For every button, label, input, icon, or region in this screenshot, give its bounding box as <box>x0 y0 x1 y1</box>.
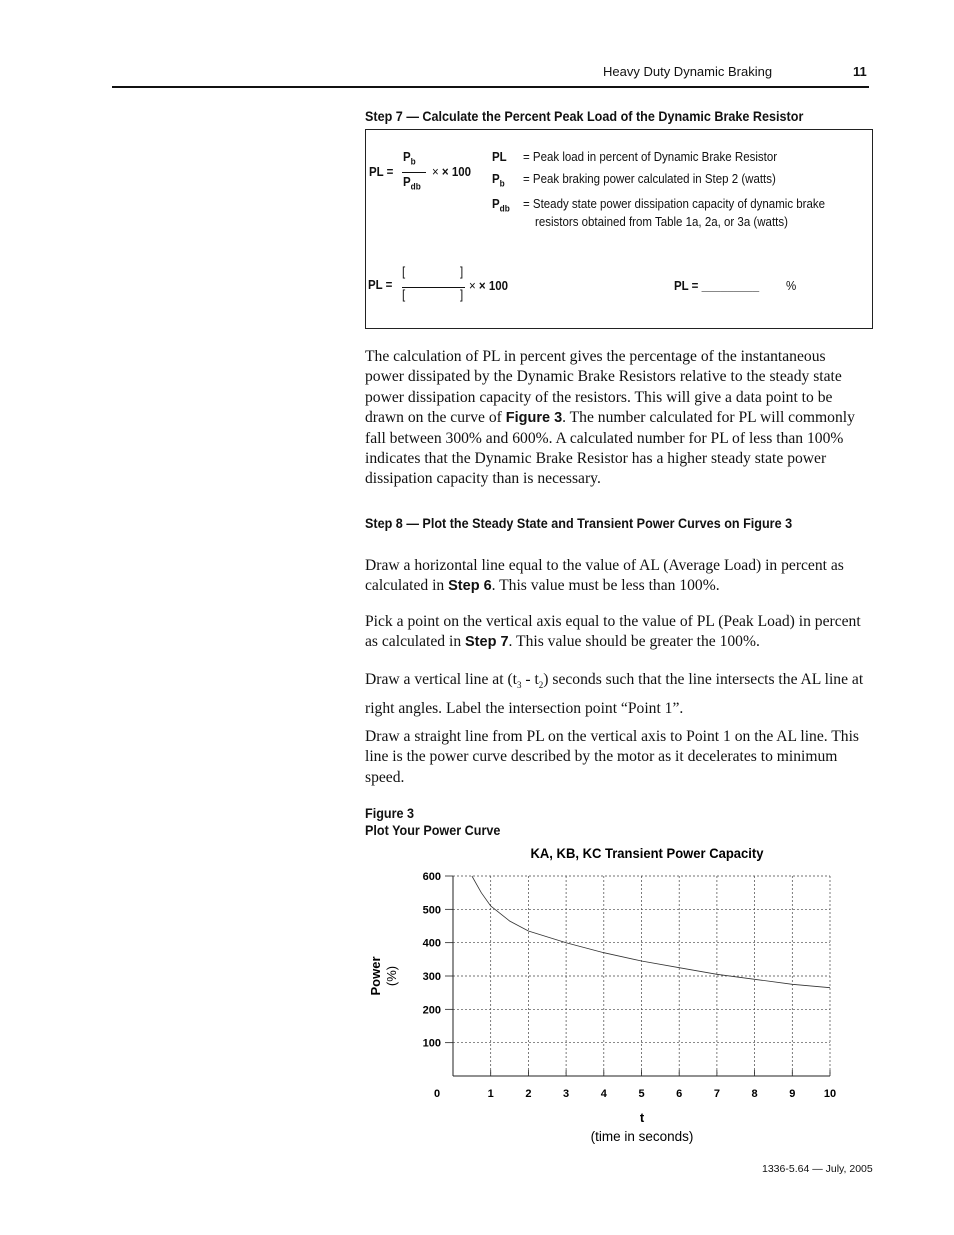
y-tick-label-200: 200 <box>422 1004 441 1017</box>
def-pb-symbol: $P_b$ <box>492 172 505 189</box>
blank-den-open-bracket: [ <box>402 288 406 302</box>
x-tick-label-8: 8 <box>751 1088 758 1100</box>
formula-fraction-bar <box>402 172 426 173</box>
origin-label: 0 <box>433 1088 441 1100</box>
step6-ref: Step 6 <box>448 578 492 595</box>
def-pl-text: = Peak load in percent of Dynamic Brake Resistor <box>523 150 778 164</box>
x-tick-label-4: 4 <box>600 1088 607 1100</box>
formula-times-100: × × 100 <box>432 165 472 179</box>
def-pdb-text: = Steady state power dissipation capacity of dynamic brake <box>523 197 826 211</box>
result-pl-blank: PL = _________ <box>674 279 760 293</box>
figure-caption: Plot Your Power Curve <box>365 822 501 838</box>
formula-numerator: $P_b$ <box>403 150 416 167</box>
y-tick-label-500: 500 <box>422 904 441 917</box>
chart-grid <box>453 876 830 1076</box>
blank-num-open-bracket: [ <box>402 265 406 279</box>
header-rule <box>112 86 869 88</box>
paragraph-vertical-line: Draw a vertical line at $(t_3 - t_2)$ seconds such that the line intersects the AL line at right angles. Label the intersection point “Point 1”. <box>365 671 864 718</box>
x-tick-label-5: 5 <box>638 1088 645 1100</box>
def-pl-symbol: PL <box>492 150 507 164</box>
step7-heading: Step 7 — Calculate the Percent Peak Load of the Dynamic Brake Resistor <box>365 108 804 124</box>
y-tick-label-400: 400 <box>422 937 441 950</box>
blank-times-text: × 100 <box>478 279 509 293</box>
paragraph-pl-explanation: The calculation of PL in percent gives the percentage of the instantaneous power dissipated by the Dynamic Brake Resistors relative to the steady state power dissipation capacity of the resistors. This will give a data point to be drawn on the curve of Figure 3. The number calculated for PL will commonly fall between 300% and 600%. A calculated number for PL of less than 100% indicates that the Dynamic Brake Resistor has a higher steady state power dissipation capacity than is necessary. <box>365 348 855 488</box>
power-curve-chart <box>360 838 860 1150</box>
step8-heading: Step 8 — Plot the Steady State and Transient Power Curves on Figure 3 <box>365 515 793 531</box>
chart-ticks <box>423 871 836 1100</box>
transient-power-curve <box>472 876 830 988</box>
y-axis-label: Power <box>368 956 383 996</box>
x-tick-label-9: 9 <box>789 1088 796 1100</box>
blank-times-100: × × 100 <box>469 279 509 293</box>
formula-denominator: $P_{db}$ <box>403 175 421 192</box>
x-tick-label-7: 7 <box>713 1088 720 1100</box>
x-tick-label-6: 6 <box>676 1088 683 1100</box>
def-pb-text: = Peak braking power calculated in Step 2 (watts) <box>523 172 776 186</box>
running-header-title: Heavy Duty Dynamic Braking <box>603 64 773 79</box>
def-pdb-text-cont: resistors obtained from Table 1a, 2a, or 3a (watts) <box>535 215 788 229</box>
y-tick-label-300: 300 <box>422 971 441 983</box>
x-tick-label-1: 1 <box>487 1088 494 1100</box>
blank-formula-lhs: PL = <box>368 278 393 292</box>
paragraph-power-curve: Draw a straight line from PL on the vertical axis to Point 1 on the AL line. This line is the power curve described by the motor as it decelerates to minimum speed. <box>365 728 860 786</box>
figure3-ref: Figure 3 <box>505 410 563 427</box>
figure-label: Figure 3 <box>365 805 415 821</box>
formula-lhs: PL = <box>369 165 394 179</box>
y-axis-unit: (%) <box>384 965 399 987</box>
page-number: 11 <box>853 64 867 79</box>
result-percent: % <box>786 279 797 293</box>
blank-den-close-bracket: ] <box>460 288 464 302</box>
y-tick-label-600: 600 <box>422 871 441 883</box>
x-tick-label-10: 10 <box>823 1088 837 1100</box>
y-tick-label-100: 100 <box>422 1037 441 1050</box>
blank-fraction-bar <box>402 287 465 288</box>
chart-title: KA, KB, KC Transient Power Capacity <box>530 845 764 861</box>
def-pdb-symbol: $P_{db}$ <box>492 197 510 214</box>
blank-num-close-bracket: ] <box>460 265 464 279</box>
paragraph-al-line: Draw a horizontal line equal to the value of AL (Average Load) in percent as calculated in Step 6. This value must be less than 100%. <box>365 557 844 595</box>
x-axis-unit: (time in seconds) <box>590 1129 694 1144</box>
x-tick-label-2: 2 <box>525 1088 532 1100</box>
formula-times-text: × 100 <box>441 165 472 179</box>
paragraph-pl-point: Pick a point on the vertical axis equal to the value of PL (Peak Load) in percent as calculated in Step 7. This value should be greater the 100%. <box>365 613 861 651</box>
footer-doc-id: 1336-5.64 — July, 2005 <box>762 1163 873 1175</box>
x-tick-label-3: 3 <box>563 1088 570 1100</box>
step7-ref: Step 7 <box>465 634 509 651</box>
x-axis-label: t <box>639 1110 645 1125</box>
